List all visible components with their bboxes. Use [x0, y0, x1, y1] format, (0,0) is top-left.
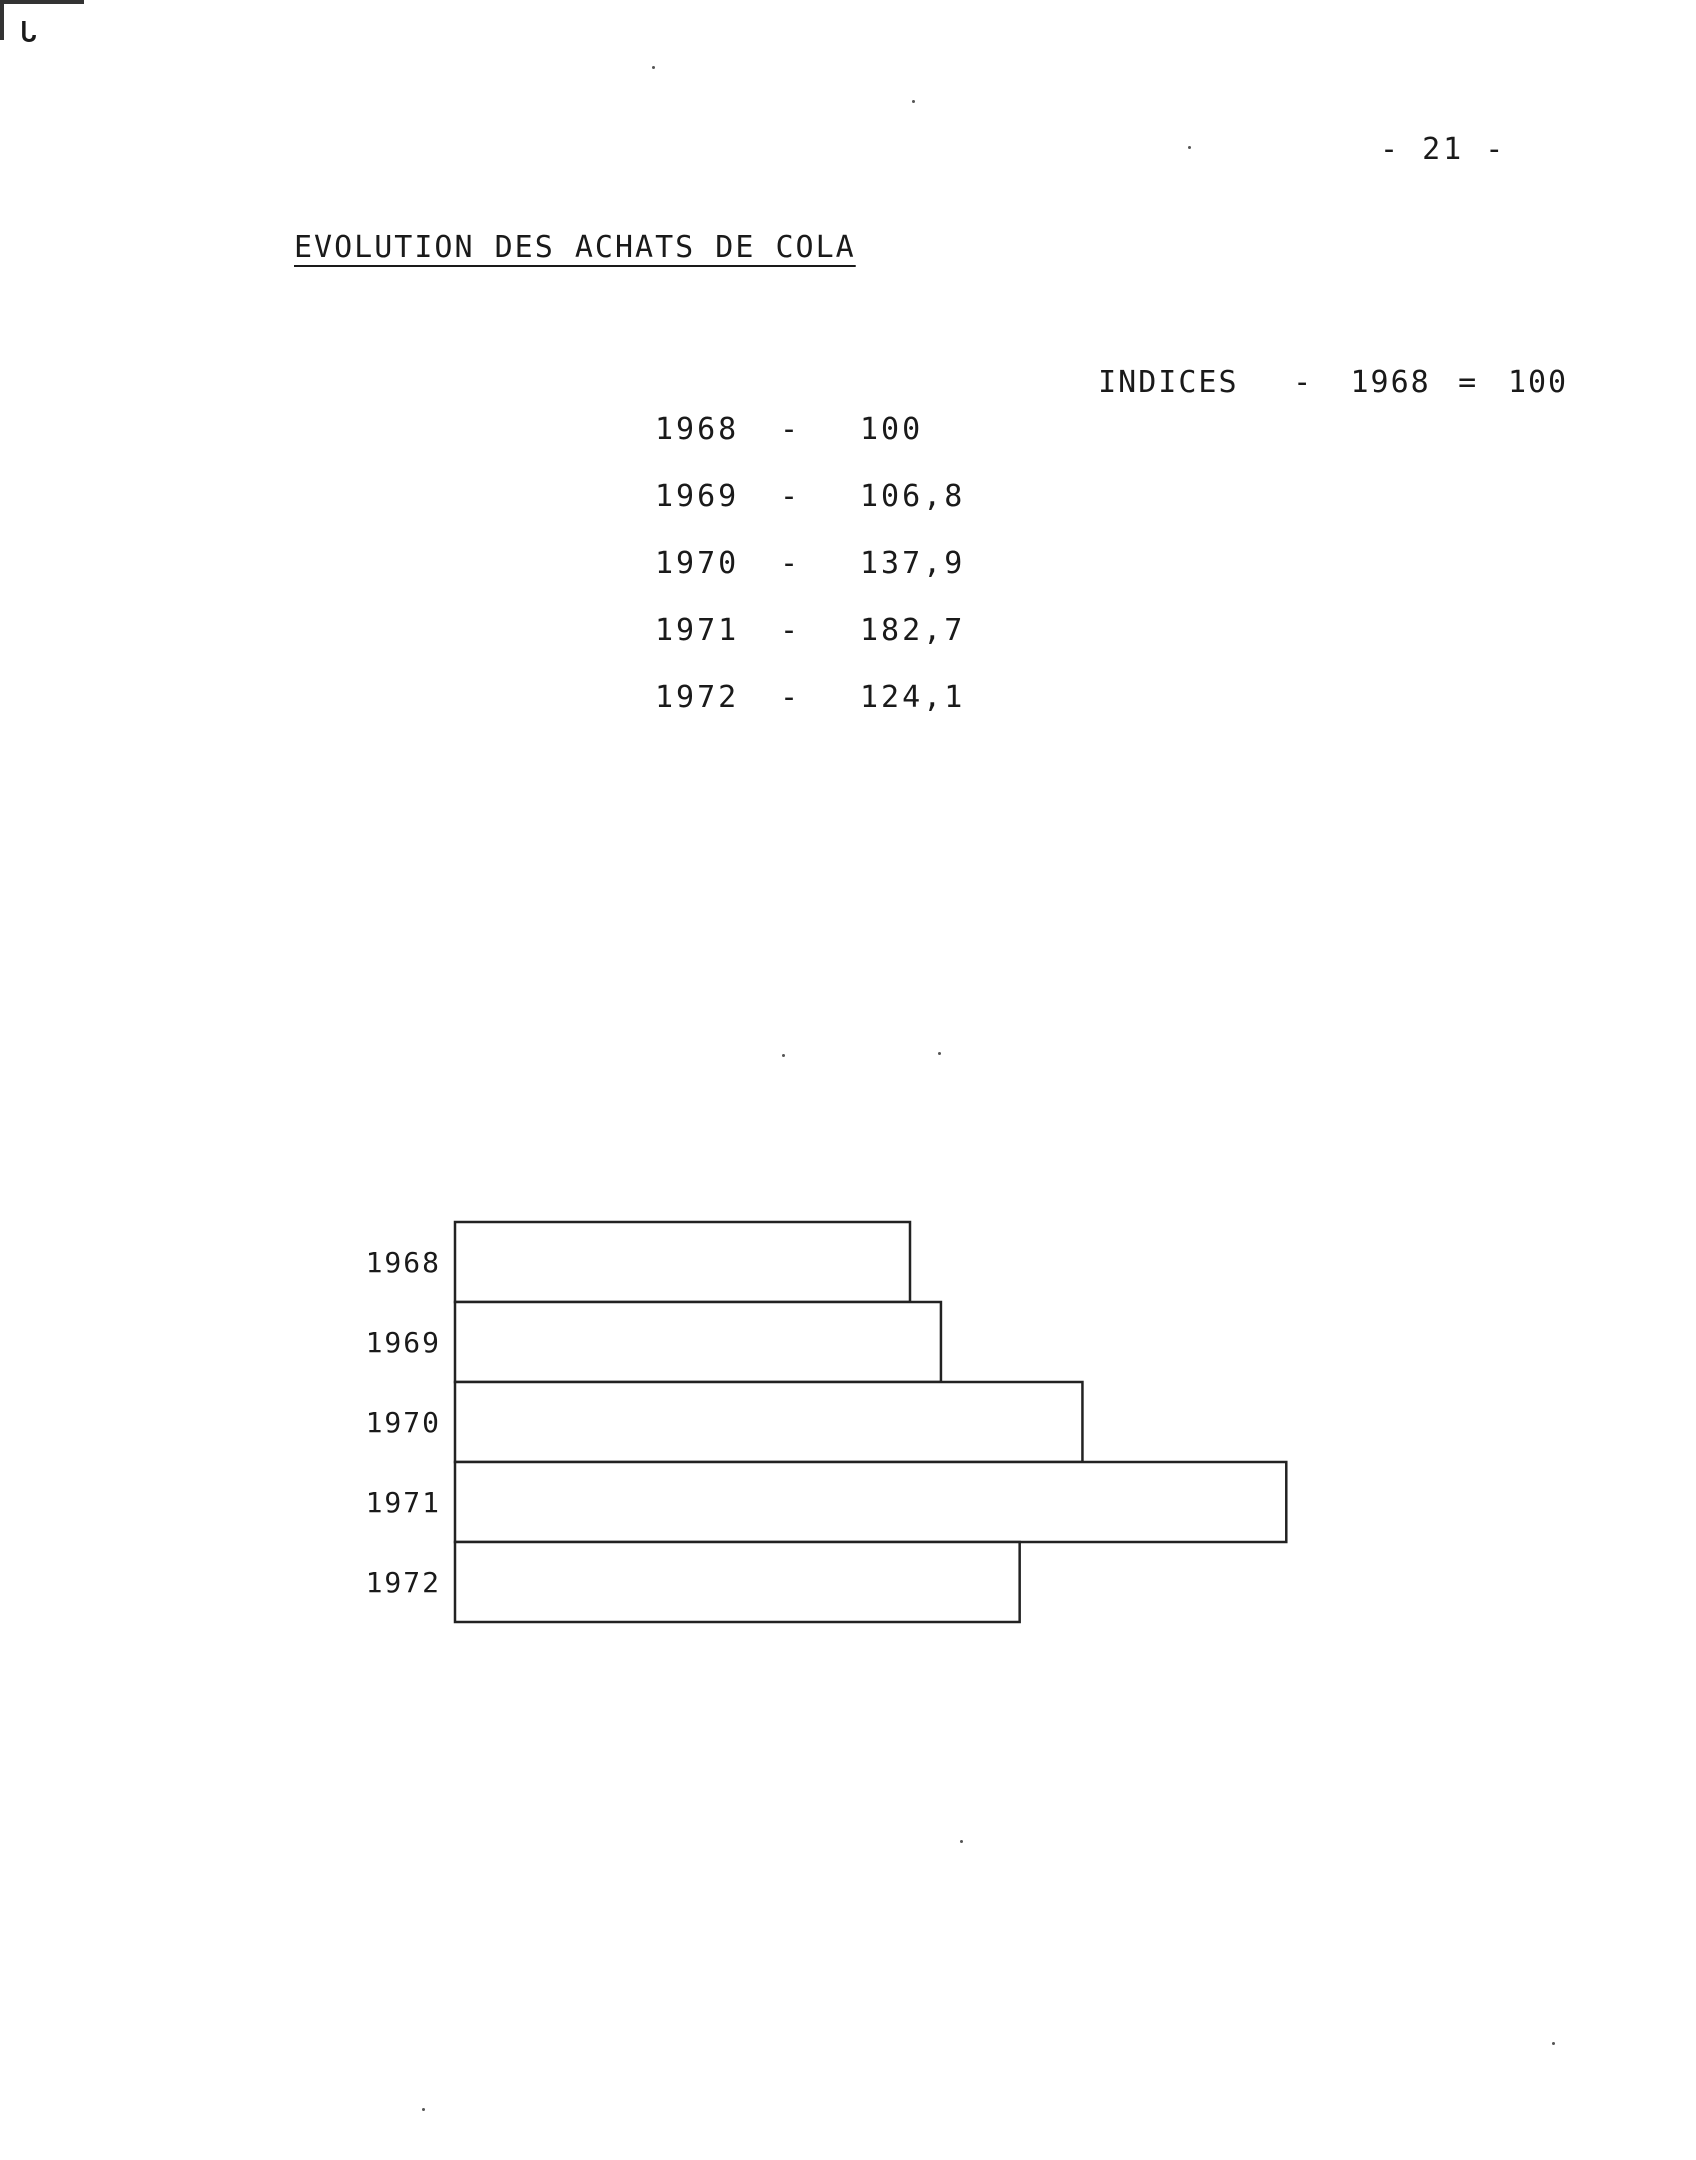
bar-chart-svg — [340, 1210, 1320, 1630]
scan-speck — [1552, 2042, 1555, 2045]
scan-speck — [652, 66, 655, 69]
bar-label-1969: 1969 — [365, 1326, 441, 1359]
index-value: 182,7 — [860, 613, 966, 648]
scan-speck — [960, 1840, 963, 1843]
scan-speck — [938, 1052, 941, 1055]
page-number: - 21 - — [1380, 132, 1507, 167]
indices-header — [1058, 330, 1568, 400]
scan-speck — [1188, 146, 1191, 149]
index-row — [655, 546, 1000, 613]
index-row — [655, 412, 1000, 479]
index-dash: - — [780, 412, 802, 447]
index-row — [655, 680, 1000, 747]
scan-speck — [782, 1054, 785, 1057]
scan-corner-line — [0, 0, 84, 4]
bar-1972 — [455, 1542, 1020, 1622]
index-value: 100 — [860, 412, 924, 447]
scan-speck — [422, 2108, 425, 2111]
index-year: 1972 — [655, 680, 740, 715]
index-table — [655, 412, 1000, 747]
bar-label-1968: 1968 — [365, 1246, 441, 1279]
bar-chart — [340, 1210, 1320, 1630]
indices-base-year: 1968 — [1350, 365, 1431, 400]
scan-corner-mark: ᒐ — [20, 18, 37, 48]
index-value: 124,1 — [860, 680, 966, 715]
indices-dash: - — [1293, 365, 1314, 400]
bar-1970 — [455, 1382, 1082, 1462]
indices-equals: = — [1458, 365, 1479, 400]
index-year: 1971 — [655, 613, 740, 648]
bar-1969 — [455, 1302, 941, 1382]
index-row — [655, 613, 1000, 680]
bar-1968 — [455, 1222, 910, 1302]
index-value: 137,9 — [860, 546, 966, 581]
bar-1971 — [455, 1462, 1286, 1542]
scan-corner-line-vertical — [0, 0, 4, 40]
index-year: 1969 — [655, 479, 740, 514]
bar-label-1972: 1972 — [365, 1566, 441, 1599]
scan-speck — [912, 100, 915, 103]
indices-base-value: 100 — [1507, 365, 1569, 400]
bar-label-1971: 1971 — [365, 1486, 441, 1519]
index-year: 1970 — [655, 546, 740, 581]
index-dash: - — [780, 546, 802, 581]
index-dash: - — [780, 479, 802, 514]
indices-label: INDICES — [1098, 365, 1239, 400]
bar-label-1970: 1970 — [365, 1406, 441, 1439]
index-value: 106,8 — [860, 479, 966, 514]
index-dash: - — [780, 680, 802, 715]
index-year: 1968 — [655, 412, 740, 447]
index-dash: - — [780, 613, 802, 648]
document-title: EVOLUTION DES ACHATS DE COLA — [294, 230, 856, 265]
index-row — [655, 479, 1000, 546]
